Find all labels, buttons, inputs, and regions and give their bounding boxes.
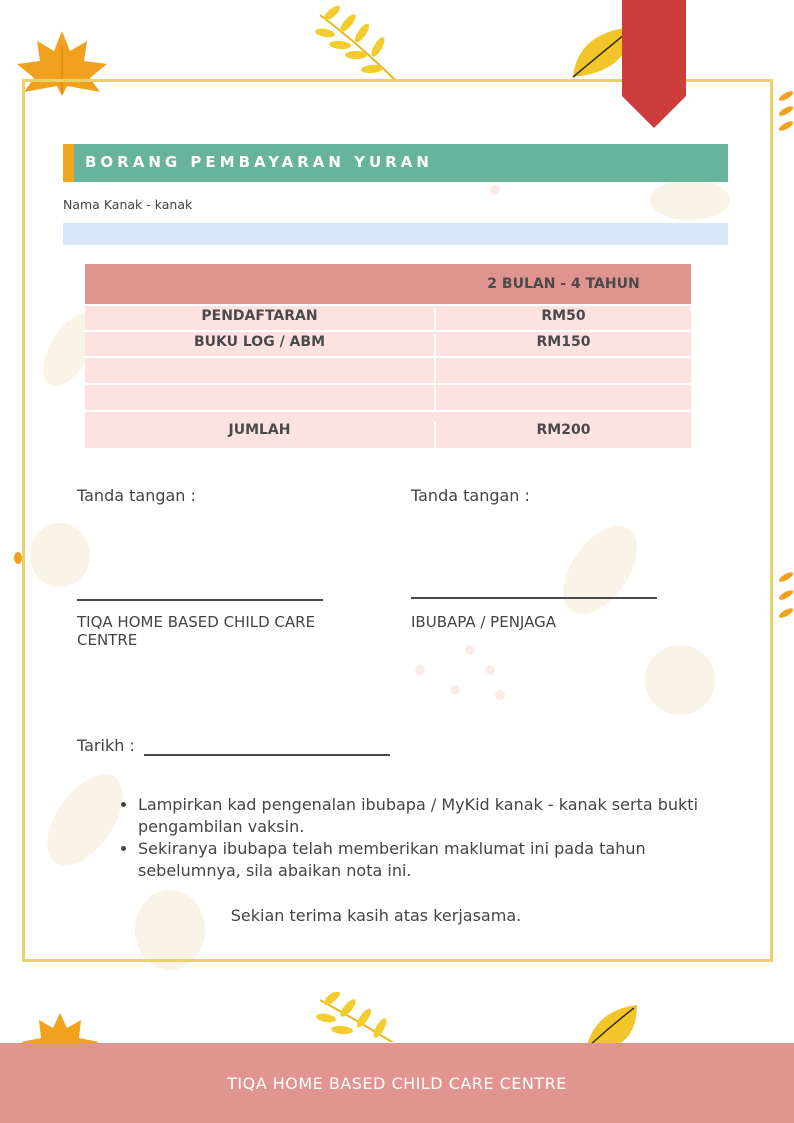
orange-maple-leaf-icon [15,1008,105,1048]
notes-list [118,794,718,882]
table-row [85,383,691,410]
fee-amount: RM150 [436,334,691,356]
fee-amount: RM50 [436,308,691,330]
centre-name: TIQA HOME BASED CHILD CARE CENTRE [77,613,316,649]
child-name-field[interactable] [63,223,728,245]
fee-table [85,264,691,448]
footer-bar [0,1043,794,1123]
fee-item: PENDAFTARAN [201,308,318,324]
ribbon-bookmark-icon [622,0,686,128]
centre-signature-label: Tanda tangan : [77,486,196,505]
form-title: BORANG PEMBAYARAN YURAN [85,153,433,171]
centre-signature-line[interactable] [77,599,323,601]
age-range-header: 2 BULAN - 4 TAHUN [487,276,640,292]
yellow-fern-icon [310,5,410,85]
footer-text: TIQA HOME BASED CHILD CARE CENTRE [227,1074,567,1093]
list-item: • Lampirkan kad pengenalan ibubapa / MyKid kanak - kanak serta bukti pengambilan vaksin. [138,794,718,838]
orange-sprig-icon [772,567,794,637]
form-title-bar [63,144,728,182]
fee-amount [436,385,691,410]
table-row [85,410,691,448]
list-item: • Sekiranya ibubapa telah memberikan maklumat ini pada tahun sebelumnya, sila abaikan nota ini. [138,838,718,882]
parent-signature-line[interactable] [411,597,657,599]
parent-name: IBUBAPA / PENJAGA [411,613,556,631]
fee-amount [436,358,691,383]
parent-signature-label: Tanda tangan : [411,486,530,505]
fee-total-label: JUMLAH [228,422,291,438]
date-label: Tarikh : [77,736,135,755]
table-row [85,330,691,356]
yellow-fern-icon [310,992,410,1042]
title-accent [63,144,74,182]
table-row [85,304,691,330]
orange-sprig-icon [772,86,794,146]
table-row [85,356,691,383]
date-line[interactable] [144,754,390,756]
fee-item [85,358,434,383]
fee-item: BUKU LOG / ABM [194,334,325,350]
yellow-leaf-icon [582,1005,642,1045]
fee-table-header [85,264,691,304]
closing-text: Sekian terima kasih atas kerjasama. [230,906,522,925]
child-name-label: Nama Kanak - kanak [63,197,193,212]
fee-item [85,385,434,410]
fee-total-amount: RM200 [436,422,691,448]
